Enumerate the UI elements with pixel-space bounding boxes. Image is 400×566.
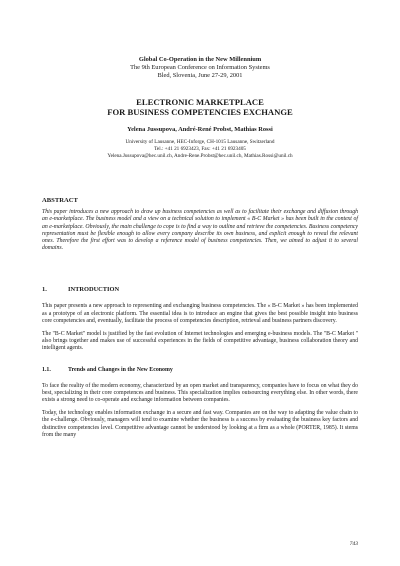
abstract-text: This paper introduces a new approach to draw up business competencies as well as to facilitate their exchange and diffusion through an e-marketplace. The business model and a view on a technical solution to implement « B-C Market » has been built in the context of an e-marketplace. Obviously, the main challenge to cope is to find a way to outline and retrieve the competencies. Business competency representation must be flexible enough to allow every company describe its own business, and explicit enough to reveal the relevant ones. Therefore the first effort was to develop a reference model of business competencies. Then, we aimed to adjust it to several domains. bbox=[42, 209, 358, 252]
affiliation-phone-fax: Tel.: +41 21 6923423, Fax: +41 21 6923405 bbox=[154, 146, 246, 153]
subsection-heading bbox=[42, 367, 358, 373]
page-number: 743 bbox=[349, 541, 358, 547]
conference-location-date: Bled, Slovenia, June 27-29, 2001 bbox=[157, 72, 243, 80]
abstract-heading: ABSTRACT bbox=[42, 197, 78, 205]
body-paragraph: The "B-C Market" model is justified by the fast evolution of Internet technologies and emerging e-business models. The "B-C Market " also brings together and makes use of successful experiences in the fields of competitive advantage, business collaboration theory and intelligent agents. bbox=[42, 331, 358, 352]
affiliation-institution: University of Lausanne, HEC-Inforge, CH-1015 Lausanne, Switzerland bbox=[125, 139, 275, 146]
author-list: Yelena Jussupova, André-René Probst, Mathias Rossi bbox=[127, 126, 273, 134]
body-paragraph: This paper presents a new approach to representing and exchanging business competencies. The « B-C Market » has been implemented as a prototype of an electronic platform. The essential idea is to introduce an engine that gives the best possible insight into business core competencies and, eventually, facilitate the process of competencies description, retrieval and business partners discovery. bbox=[42, 303, 358, 324]
body-paragraph: Today, the technology enables information exchange in a secure and fast way. Companies are on the way to adapting the value chain to the e-challenge. Obviously, managers will tend to examine whether the business is a success by evaluating the business key factors and distinctive competencies level. Competitive advantage cannot be understood by looking at a firm as a whole (PORTER, 1985). It stems from the many bbox=[42, 410, 358, 438]
subsection-title: Trends and Changes in the New Economy bbox=[68, 366, 173, 373]
paper-title-line1: ELECTRONIC MARKETPLACE bbox=[136, 96, 264, 107]
affiliation-block bbox=[42, 139, 358, 159]
conference-header bbox=[42, 56, 358, 81]
conference-name: Global Co-Operation in the New Millennium bbox=[138, 56, 262, 63]
conference-edition: The 9th European Conference on Information Systems bbox=[130, 64, 270, 72]
section-heading bbox=[42, 286, 358, 293]
body-paragraph: To face the reality of the modern economy, characterized by an open market and transparency, companies have to focus on what they do best, specializing in their core competences and business. This specialization implies outsourcing everything else. In other words, there exists a strong need to co-operate and exchange information between companies. bbox=[42, 382, 358, 404]
section-title: INTRODUCTION bbox=[68, 286, 120, 294]
paper-title bbox=[42, 97, 358, 118]
subsection-number: 1.1. bbox=[42, 366, 51, 373]
paper-title-line2: FOR BUSINESS COMPETENCIES EXCHANGE bbox=[107, 107, 293, 118]
section-number: 1. bbox=[42, 286, 47, 294]
affiliation-emails: Yelena.Jussupova@hec.unil.ch, Andre-Rene.Probst@hec.unil.ch, Mathias.Rossi@unil.ch bbox=[107, 152, 293, 159]
